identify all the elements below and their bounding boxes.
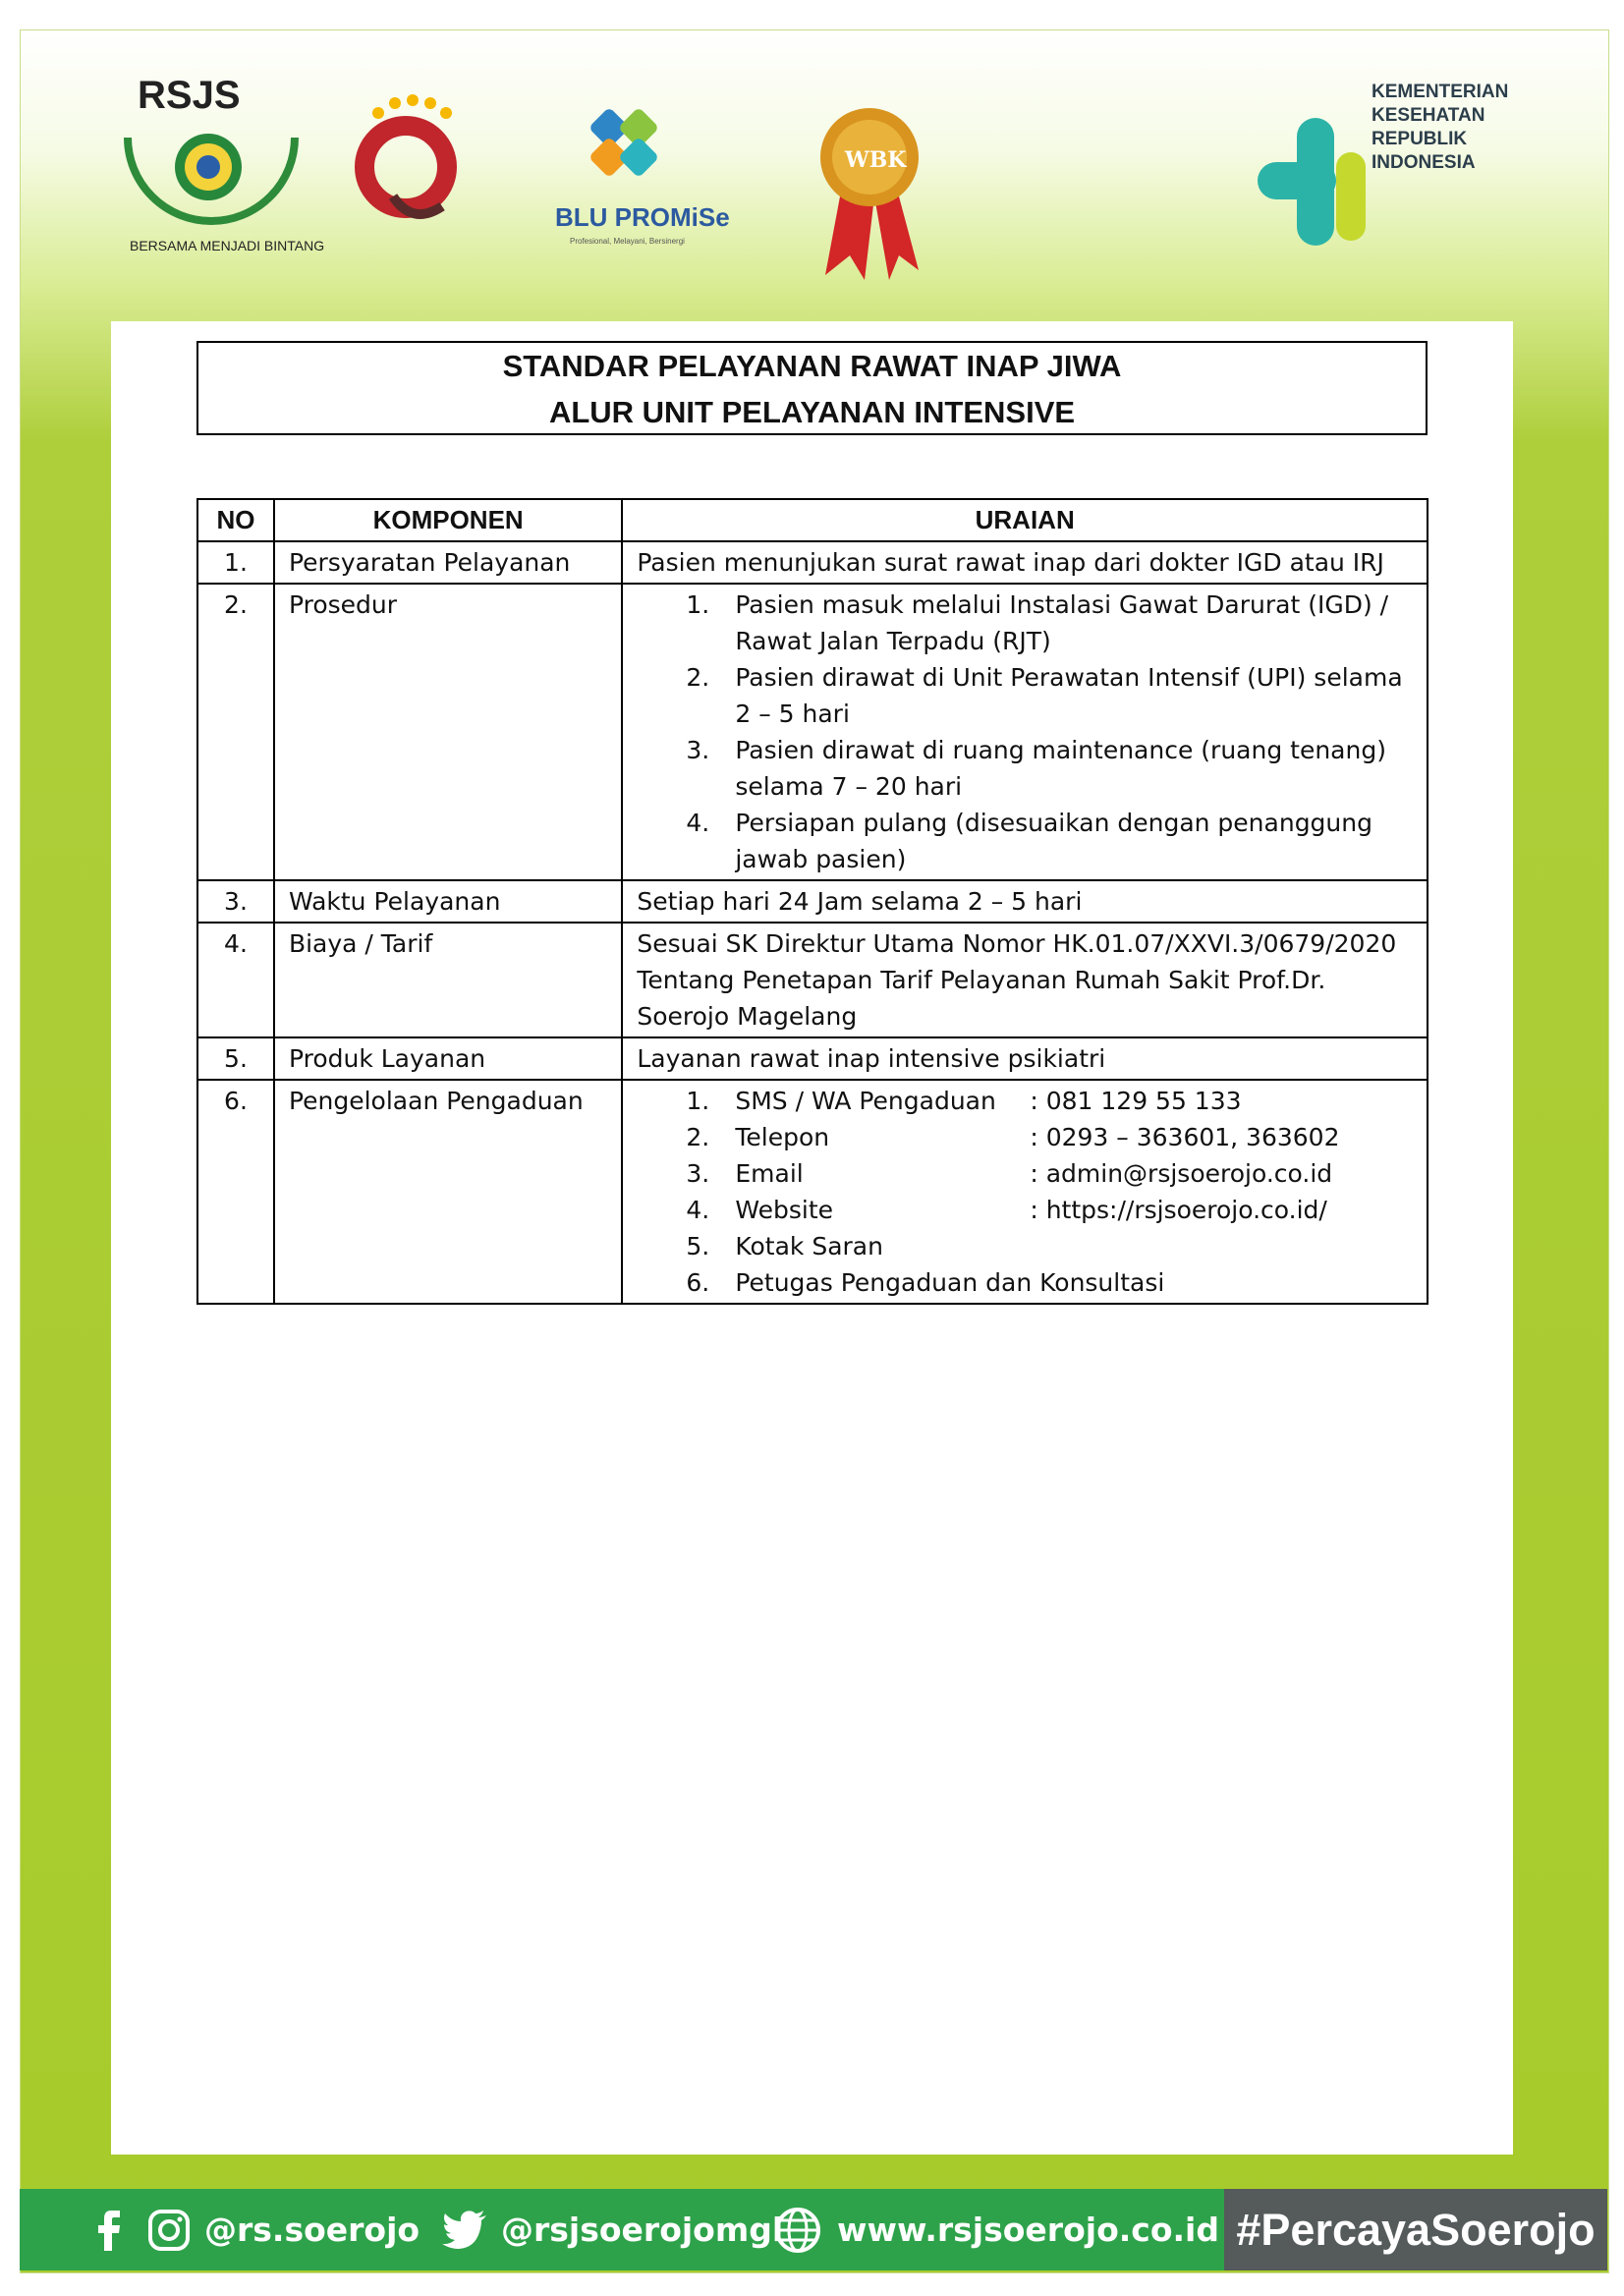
blu-promise-logo xyxy=(555,107,730,246)
document-title-box xyxy=(196,341,1428,435)
table-row: 2. Prosedur 1. Pasien masuk melalui Instalasi Gawat Darurat (IGD) / Rawat Jalan Terpadu (RJT) 2. Pasien dirawat di Unit Perawatan Intensif (UPI) selama 2 – 5 hari 3. Pasien dirawat di ruang maintenance (ruang tenang) selama 7 – 20 hari 4. Persiapan pulang (disesuaikan dengan penanggung jawab pasien) xyxy=(197,584,1428,880)
instagram-link[interactable] xyxy=(147,2189,420,2270)
header-komponen: KOMPONEN xyxy=(274,499,622,541)
facebook-icon xyxy=(96,2209,126,2252)
service-standard-table xyxy=(196,498,1428,1305)
instagram-handle: @rs.soerojo xyxy=(204,2211,420,2249)
table-row: 5. Produk Layanan Layanan rawat inap intensive psikiatri xyxy=(197,1037,1428,1080)
list-item: 3. Email : admin@rsjsoerojo.co.id xyxy=(686,1159,1333,1188)
kemenkes-logo xyxy=(1258,118,1366,246)
list-item: 5. Kotak Saran xyxy=(686,1232,883,1260)
list-item: 1. SMS / WA Pengaduan : 081 129 55 133 xyxy=(686,1087,1242,1115)
title-line-2: ALUR UNIT PELAYANAN INTENSIVE xyxy=(548,395,1076,429)
header-no: NO xyxy=(197,499,274,541)
list-item: 4. Website : https://rsjsoerojo.co.id/ xyxy=(686,1196,1327,1224)
instagram-icon xyxy=(147,2209,191,2252)
rsjs-motto: BERSAMA MENJADI BINTANG xyxy=(130,238,325,253)
quality-logo xyxy=(364,94,452,214)
procedure-list xyxy=(637,587,1413,877)
table-header-row xyxy=(197,499,1428,541)
twitter-handle: @rsjsoerojomgl xyxy=(501,2211,784,2249)
logo-row xyxy=(20,59,1607,305)
list-item: 2. Pasien dirawat di Unit Perawatan Intensif (UPI) selama 2 – 5 hari xyxy=(686,663,1403,728)
twitter-link[interactable] xyxy=(442,2189,783,2270)
list-item: 6. Petugas Pengaduan dan Konsultasi xyxy=(686,1268,1165,1297)
complaint-contact-list xyxy=(637,1083,1413,1301)
table-row: 1. Persyaratan Pelayanan Pasien menunjukan surat rawat inap dari dokter IGD atau IRJ xyxy=(197,541,1428,584)
title-line-1: STANDAR PELAYANAN RAWAT INAP JIWA xyxy=(502,349,1122,383)
table-row: 6. Pengelolaan Pengaduan 1. SMS / WA Pengaduan : 081 129 55 133 2. Telepon : 0293 – 363601, 363602 3. Email : admin@rsjsoerojo.co.id 4. Website : https://rsjsoerojo.co.id/ 5. Kotak Saran 6. Petugas Pengaduan dan Konsultasi xyxy=(197,1080,1428,1304)
list-item: 4. Persiapan pulang (disesuaikan dengan penanggung jawab pasien) xyxy=(686,809,1372,873)
table-row: 4. Biaya / Tarif Sesuai SK Direktur Utama Nomor HK.01.07/XXVI.3/0679/2020 Tentang Penetapan Tarif Pelayanan Rumah Sakit Prof.Dr. Soerojo Magelang xyxy=(197,923,1428,1037)
list-item: 2. Telepon : 0293 – 363601, 363602 xyxy=(686,1123,1340,1151)
footer-bar xyxy=(20,2189,1607,2270)
list-item: 1. Pasien masuk melalui Instalasi Gawat Darurat (IGD) / Rawat Jalan Terpadu (RJT) xyxy=(686,590,1389,655)
twitter-icon xyxy=(442,2211,487,2250)
header-uraian: URAIAN xyxy=(622,499,1428,541)
hashtag-badge: #PercayaSoerojo xyxy=(1224,2189,1607,2270)
globe-icon xyxy=(774,2207,821,2254)
rsjs-logo xyxy=(128,74,324,253)
list-item: 3. Pasien dirawat di ruang maintenance (ruang tenang) selama 7 – 20 hari xyxy=(686,736,1386,801)
blu-brand: BLU PROMiSe xyxy=(555,202,730,232)
kemenkes-text: KEMENTERIAN KESEHATAN REPUBLIK INDONESIA xyxy=(1372,82,1509,173)
wbk-badge xyxy=(820,108,919,280)
website-link[interactable] xyxy=(774,2189,1219,2270)
table-row: 3. Waktu Pelayanan Setiap hari 24 Jam selama 2 – 5 hari xyxy=(197,880,1428,923)
website-url: www.rsjsoerojo.co.id xyxy=(837,2211,1219,2249)
rsjs-logo-text: RSJS xyxy=(138,74,241,117)
wbk-text: WBK xyxy=(845,147,907,173)
facebook-link[interactable] xyxy=(96,2189,126,2270)
blu-tagline: Profesional, Melayani, Bersinergi xyxy=(570,237,685,246)
